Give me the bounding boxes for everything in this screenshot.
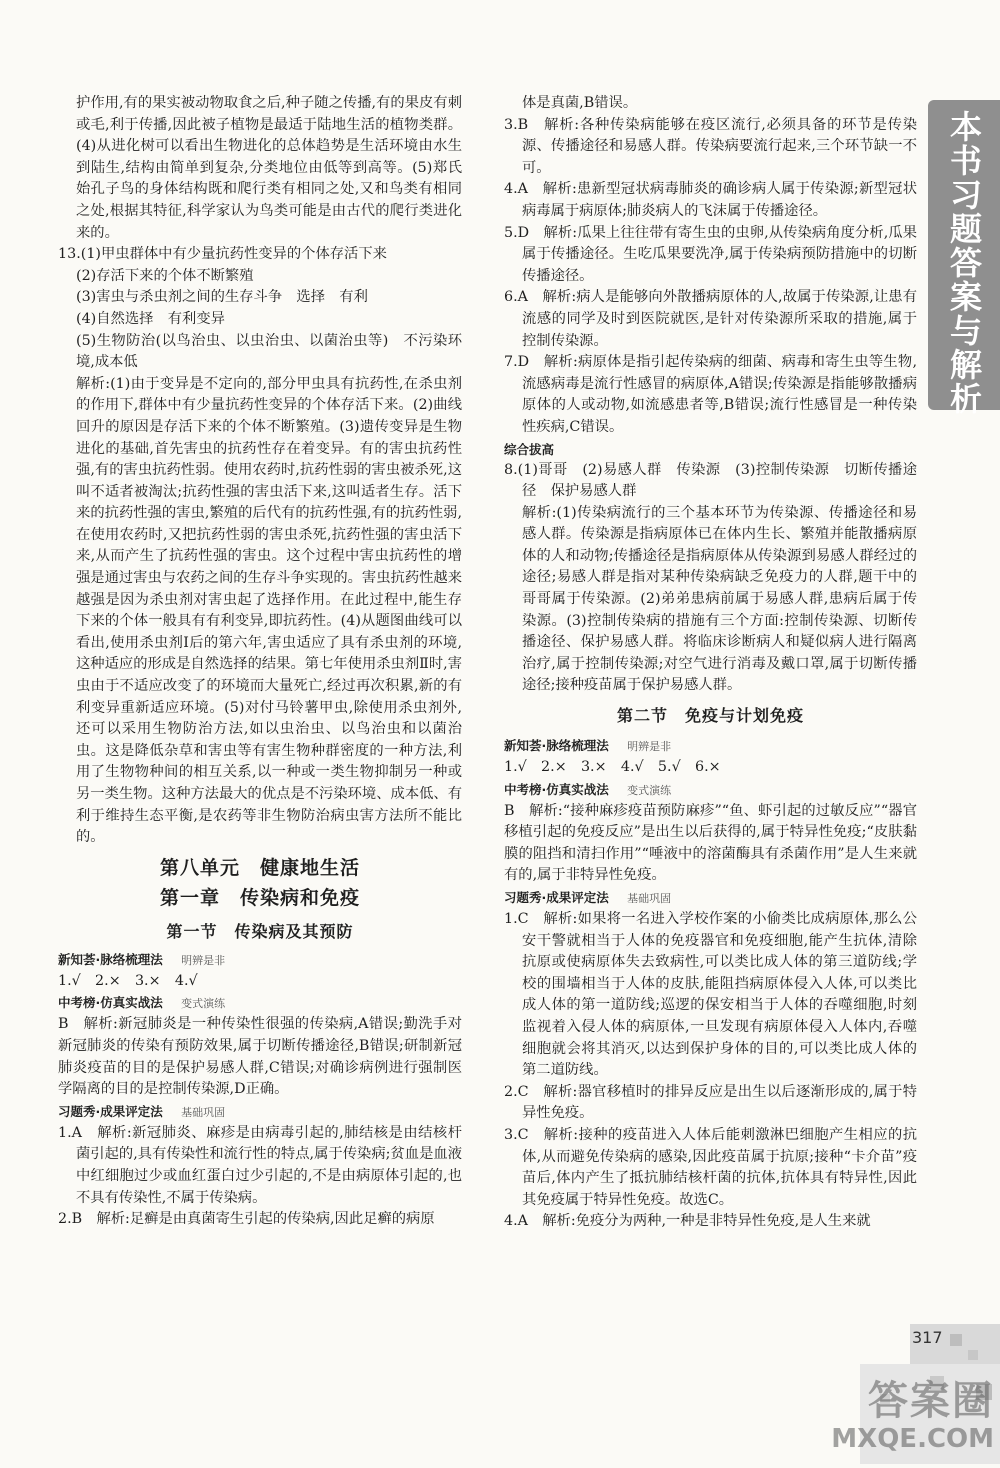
q8-answer: 8.(1)哥哥 (2)易感人群 传染源 (3)控制传染源 切断传播途径 保护易感人群 [504, 461, 917, 500]
answer-item: 1.C 解析:如果将一名进入学校作案的小偷类比成病原体,那么公安干警就相当于人体的免疫器官和免疫细胞,能产生抗体,清除抗原或使病原体失去致病性,可以类比成人体的第三道防线;学校的围墙相当于人体的皮肤,能阻挡病原体侵入人体,可以类比成人体的第一道防线;巡逻的保安相当于人体的吞噬细胞,时刻监视着入侵人体的病原体,一旦发现有病原体侵入人体内,吞噬细胞就会将其消灭,以达到保护身体的目的,可以类比成人体的第二道防线。 [504, 911, 917, 1079]
answer-item: 7.D 解析:病原体是指引起传染病的细菌、病毒和寄生虫等生物,流感病毒是流行性感冒的病原体,A错误;传染源是指能够散播病原体的人或动物,如流感患者等,B错误;流行性感冒是一种传染性疾病,C错误。 [504, 354, 917, 435]
answer-analysis: B 解析:“接种麻疹疫苗预防麻疹”“鱼、虾引起的过敏反应”“器官移植引起的免疫反应”是出生以后获得的,属于特异性免疫;“皮肤黏膜的阻挡和清扫作用”“唾液中的溶菌酶具有杀菌作用”是人生来就有的,属于非特异性免疫。 [504, 802, 917, 884]
section-header-label: 新知荟·脉络梳理法 [58, 951, 163, 967]
q13-line-5: (5)生物防治(以鸟治虫、以虫治虫、以菌治虫等) 不污染环境,成本低 [76, 332, 462, 371]
answer-item: 6.A 解析:病人是能够向外散播病原体的人,故属于传染源,让患有流感的同学及时到医院就医,是针对传染源所采取的措施,属于控制传染源。 [504, 289, 917, 349]
section-tag: 明辨是非 [181, 953, 226, 967]
answers-line: 1.√ 2.× 3.× 4.√ 5.√ 6.× [504, 759, 721, 776]
answer-item: 3.C 解析:接种的疫苗进入人体后能刺激淋巴细胞产生相应的抗体,从而避免传染病的感染,因此疫苗属于抗原;接种“卡介苗”疫苗后,体内产生了抵抗肺结核杆菌的抗体,抗体具有特异性,因此其免疫属于特异性免疫。故选C。 [504, 1126, 917, 1208]
section-header-zhongkao [504, 779, 917, 801]
section-header-xinzhi [58, 949, 462, 971]
continued-answer: 护作用,有的果实被动物取食之后,种子随之传播,有的果皮有刺或毛,利于传播,因此被子植物是最适于陆地生活的植物类群。(4)从进化树可以看出生物进化的总体趋势是生活环境由水生到陆生,结构由简单到复杂,分类地位由低等到高等。(5)郑氏始孔子鸟的身体结构既和爬行类有相同之处,又和鸟类有相同之处,根据其特征,科学家认为鸟类可能是由古代的爬行类进化来的。 [76, 95, 462, 241]
answer-item: 4.A 解析:免疫分为两种,一种是非特异性免疫,是人生来就 [504, 1213, 871, 1230]
section-header-zonghe: 综合拔高 [504, 441, 555, 457]
section-title: 第一节 传染病及其预防 [166, 921, 354, 941]
continued-answer: 体是真菌,B错误。 [522, 95, 638, 111]
section-header-label: 习题秀·成果评定法 [58, 1103, 163, 1119]
answer-item: 3.B 解析:各种传染病能够在疫区流行,必须具备的环节是传染源、传播途径和易感人群。传染病要流行起来,三个环节缺一不可。 [504, 116, 917, 176]
q13-line-4: (4)自然选择 有利变异 [76, 310, 225, 327]
section-header-xitixiu [58, 1101, 462, 1123]
answer-item: 2.C 解析:器官移植时的排异反应是出生以后逐渐形成的,属于特异性免疫。 [504, 1083, 917, 1122]
q13-line-1: 13.(1)甲虫群体中有少量抗药性变异的个体存活下来 [58, 246, 387, 263]
section-header-label: 新知荟·脉络梳理法 [504, 738, 609, 754]
section-header-label: 中考榜·仿真实战法 [504, 781, 609, 797]
section2-title: 第二节 免疫与计划免疫 [616, 706, 804, 726]
answer-item: 1.A 解析:新冠肺炎、麻疹是由病毒引起的,肺结核是由结核杆菌引起的,具有传染性和流行性的特点,属于传染病;贫血是血液中红细胞过少或血红蛋白过少引起的,不是由病原体引起的,也不具有传染性,不属于传染病。 [58, 1124, 462, 1206]
section-header-label: 中考榜·仿真实战法 [58, 995, 163, 1011]
left-column [58, 93, 462, 1231]
section-tag: 基础巩固 [627, 892, 672, 905]
watermark-line2: MXQE.COM [831, 1424, 994, 1454]
answers-line: 1.√ 2.× 3.× 4.√ [58, 972, 198, 989]
watermark-line1: 答案圈 [868, 1378, 994, 1424]
answer-item: 2.B 解析:足癣是由真菌寄生引起的传染病,因此足癣的病原 [58, 1211, 435, 1228]
section-header-zhongkao [58, 992, 462, 1014]
q13-analysis: 解析:(1)由于变异是不定向的,部分甲虫具有抗药性,在杀虫剂的作用下,群体中有少量抗药性变异的个体存活下来。(2)曲线回升的原因是存活下来的个体不断繁殖。(3)遗传变异是生物进化的基础,首先害虫的抗药性存在着变异。有的害虫抗药性强,有的害虫抗药性弱。使用农药时,抗药性弱的害虫被杀死,这叫不适者被淘汰;抗药性强的害虫活下来,这叫适者生存。活下来的抗药性强的害虫,繁殖的后代有的抗药性强,有的抗药性弱,在使用农药时,又把抗药性弱的害虫杀死,抗药性强的害虫活下来,从而产生了抗药性强的害虫。这个过程中害虫抗药性的增强是通过害虫与农药之间的生存斗争实现的。害虫抗药性越来越强是因为杀虫剂对害虫起了选择作用。在此过程中,能生存下来的个体一般具有有利变异,即抗药性。(4)从题图曲线可以看出,使用杀虫剂Ⅰ后的第六年,害虫适应了具有杀虫剂的环境,这种适应的形成是自然选择的结果。第七年使用杀虫剂Ⅱ时,害虫由于不适应改变了的环境而大量死亡,经过再次积累,新的有利变异重新适应环境。(5)对付马铃薯甲虫,除使用杀虫剂外,还可以采用生物防治方法,如以虫治虫、以鸟治虫和以菌治虫。这是降低杂草和害虫等有害生物种群密度的一种方法,利用了生物物种间的相互关系,以一种或一类生物抑制另一种或另一类生物。这种方法最大的优点是不污染环境、成本低、有利于维持生态平衡,是农药等非生物防治病虫害方法所不能比的。 [76, 375, 463, 846]
q8-analysis: 解析:(1)传染病流行的三个基本环节为传染源、传播途径和易感人群。传染源是指病原体已在体内生长、繁殖并能散播病原体的人和动物;传播途径是指病原体从传染源到易感人群经过的途径;易感人群是指对某种传染病缺乏免疫力的人群,题干中的哥哥属于传染源。(2)弟弟患病前属于易感人群,患病后属于传染源。(3)控制传染病的措施有三个方面:控制传染源、切断传播途径、保护易感人群。将临床诊断病人和疑似病人进行隔离治疗,属于控制传染源;对空气进行消毒及戴口罩,属于切断传播途径;接种疫苗属于保护易感人群。 [522, 504, 917, 694]
section-tag: 变式演练 [181, 997, 226, 1011]
section-header-label: 习题秀·成果评定法 [504, 890, 609, 905]
section-tag: 变式演练 [627, 783, 672, 797]
section-header-xitixiu [504, 887, 917, 909]
unit-title: 第八单元 健康地生活 [159, 856, 360, 879]
section-tag: 明辨是非 [627, 740, 672, 754]
q13-line-3: (3)害虫与杀虫剂之间的生存斗争 选择 有利 [76, 289, 368, 306]
sidebar-title: 本书习题答案与解析 [945, 110, 983, 416]
watermark-logo [804, 1378, 994, 1454]
section-header-xinzhi [504, 735, 917, 757]
right-column [504, 93, 917, 1233]
q13-line-2: (2)存活下来的个体不断繁殖 [76, 267, 254, 284]
section-tag: 基础巩固 [181, 1105, 226, 1119]
answer-analysis: B 解析:新冠肺炎是一种传染性很强的传染病,A错误;勤洗手对新冠肺炎的传染有预防效果,属于切断传播途径,B错误;研制新冠肺炎疫苗的目的是保护易感人群,C错误;对确诊病例进行强制医学隔离的目的是控制传染源,D正确。 [58, 1016, 462, 1098]
answer-item: 5.D 解析:瓜果上往往带有寄生虫的虫卵,从传染病角度分析,瓜果属于传播途径。生吃瓜果要洗净,属于传染病预防措施中的切断传播途径。 [504, 224, 917, 284]
chapter-title: 第一章 传染病和免疫 [159, 886, 360, 909]
page-number: 317 [912, 1328, 943, 1347]
answer-item: 4.A 解析:患新型冠状病毒肺炎的确诊病人属于传染源;新型冠状病毒属于病原体;肺炎病人的飞沫属于传播途径。 [504, 181, 917, 219]
